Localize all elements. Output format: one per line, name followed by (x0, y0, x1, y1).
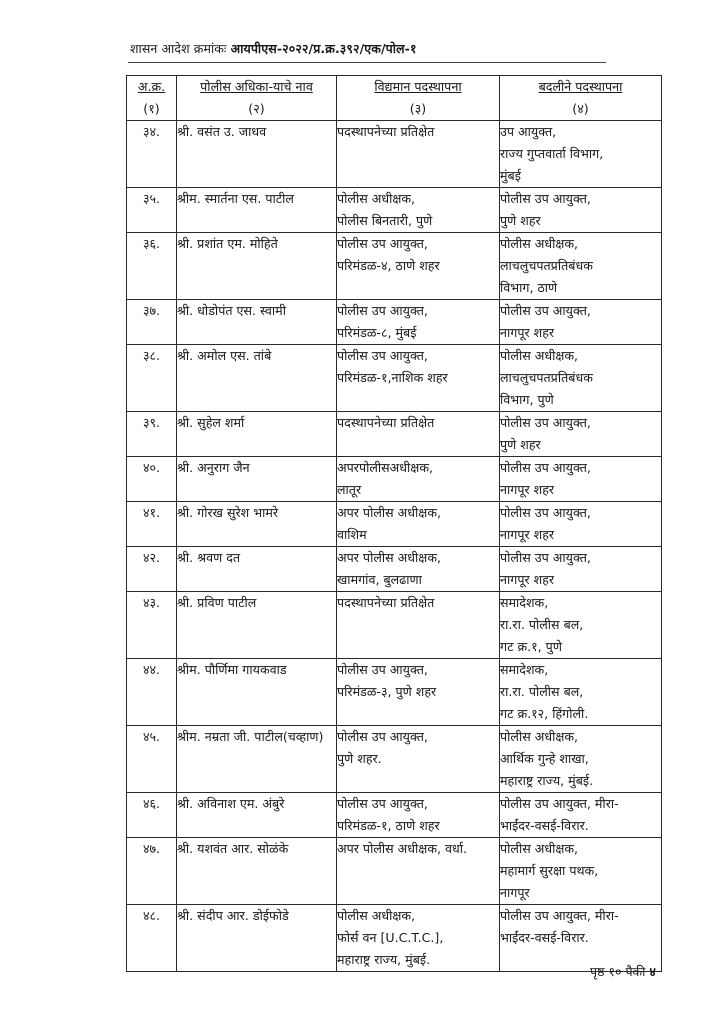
serial-number: ४३. (127, 592, 177, 659)
current-posting-line: पोलीस अधीक्षक, (337, 908, 416, 923)
current-posting-cell (337, 547, 500, 592)
page-number: १० (608, 964, 622, 979)
current-posting-line: पदस्थापनेच्या प्रतिक्षेत (337, 595, 435, 610)
table-row (127, 726, 662, 793)
serial-number: ३७. (127, 300, 177, 345)
table-row (127, 659, 662, 726)
column-header-officer-name: पोलीस अधिका-याचे नाव (२) (177, 76, 337, 121)
current-posting-line: परिमंडळ-१, ठाणे शहर (337, 818, 440, 833)
officer-name-cell (177, 659, 337, 726)
current-posting-line: अपर पोलीस अधीक्षक, वर्धा. (337, 841, 468, 856)
new-posting-line: पोलीस उप आयुक्त, (500, 415, 591, 430)
new-posting-line: पोलीस उप आयुक्त, (500, 550, 591, 565)
new-posting-line: समादेशक, (500, 595, 549, 610)
officer-name-line: (चव्हाण) (282, 729, 324, 744)
current-posting-line: पुणे शहर. (337, 751, 382, 766)
officer-name-cell (177, 502, 337, 547)
current-posting-line: पोलीस उप आयुक्त, (337, 662, 428, 677)
page-total: ४ (649, 964, 656, 979)
page-footer (590, 963, 656, 980)
page-prefix: पृष्ठ (590, 964, 605, 979)
new-posting-line: गट क्र.१२, हिंगोली. (500, 706, 589, 721)
new-posting-line: महामार्ग सुरक्षा पथक, (500, 863, 599, 878)
officer-name-line: श्रीम. स्मार्तना एस. पाटील (177, 191, 294, 206)
officer-name-line: श्रीम. नम्रता जी. पाटील (177, 729, 283, 744)
officer-name-line: श्री. प्रविण पाटील (177, 595, 257, 610)
table-row (127, 188, 662, 233)
new-posting-line: पोलीस अधीक्षक, (500, 841, 579, 856)
officer-name-cell (177, 121, 337, 188)
new-posting-line: विभाग, ठाणे (500, 280, 558, 295)
new-posting-line: विभाग, पुणे (500, 392, 554, 407)
table-row (127, 457, 662, 502)
transfer-table (126, 75, 662, 972)
current-posting-line: पोलीस उप आयुक्त, (337, 729, 428, 744)
current-posting-cell (337, 592, 500, 659)
new-posting-cell (500, 188, 662, 233)
current-posting-line: अपरपोलीसअधीक्षक, (337, 460, 434, 475)
new-posting-line: पोलीस उप आयुक्त, (500, 191, 591, 206)
serial-number: ४४. (127, 659, 177, 726)
table-header-row (127, 76, 662, 121)
header-divider (128, 62, 606, 63)
current-posting-cell (337, 793, 500, 838)
new-posting-line: आर्थिक गुन्हे शाखा, (500, 751, 589, 766)
current-posting-line: परिमंडळ-८, मुंबई (337, 325, 417, 340)
new-posting-line: पोलीस उप आयुक्त, मीरा- (500, 908, 619, 923)
officer-name-line: श्रीम. पौर्णिमा गायकवाड (177, 662, 287, 677)
serial-number: ४५. (127, 726, 177, 793)
new-posting-line: पोलीस उप आयुक्त, (500, 505, 591, 520)
new-posting-cell (500, 457, 662, 502)
document-header (130, 40, 417, 57)
serial-number: ४६. (127, 793, 177, 838)
current-posting-line: फोर्स वन [U.C.T.C.], (337, 930, 444, 945)
officer-name-line: श्री. सुहेल शर्मा (177, 415, 245, 430)
new-posting-line: नागपूर (500, 885, 530, 900)
table-row (127, 793, 662, 838)
current-posting-line: लातूर (337, 482, 362, 497)
officer-name-cell (177, 345, 337, 412)
new-posting-line: पुणे शहर (500, 213, 541, 228)
serial-number: ३८. (127, 345, 177, 412)
current-posting-line: खामगांव, बुलढाणा (337, 572, 422, 587)
current-posting-cell (337, 412, 500, 457)
officer-name-line: श्री. प्रशांत एम. मोहिते (177, 236, 278, 251)
current-posting-line: महाराष्ट्र राज्य, मुंबई. (337, 952, 431, 967)
table-row (127, 502, 662, 547)
new-posting-line: लाचलुचपतप्रतिबंधक (500, 370, 593, 385)
new-posting-line: पुणे शहर (500, 437, 541, 452)
new-posting-line: पोलीस उप आयुक्त, (500, 460, 591, 475)
current-posting-cell (337, 457, 500, 502)
table-row (127, 547, 662, 592)
officer-name-line: श्री. अमोल एस. तांबे (177, 348, 272, 363)
serial-number: ३६. (127, 233, 177, 300)
new-posting-cell (500, 345, 662, 412)
officer-name-cell (177, 793, 337, 838)
serial-number: ४८. (127, 905, 177, 972)
current-posting-cell (337, 838, 500, 905)
page-of: पैकी (625, 964, 646, 979)
officer-name-cell (177, 726, 337, 793)
new-posting-line: नागपूर शहर (500, 482, 555, 497)
new-posting-line: समादेशक, (500, 662, 549, 677)
current-posting-line: पदस्थापनेच्या प्रतिक्षेत (337, 415, 435, 430)
new-posting-line: भाईंदर-वसई-विरार. (500, 818, 589, 833)
current-posting-line: पोलीस बिनतारी, पुणे (337, 213, 433, 228)
officer-name-line: श्री. यशवंत आर. सोळंके (177, 841, 289, 856)
current-posting-line: पोलीस उप आयुक्त, (337, 348, 428, 363)
table-row (127, 233, 662, 300)
serial-number: ३९. (127, 412, 177, 457)
new-posting-cell (500, 659, 662, 726)
new-posting-line: रा.रा. पोलीस बल, (500, 617, 584, 632)
new-posting-cell (500, 793, 662, 838)
officer-name-cell (177, 233, 337, 300)
new-posting-line: लाचलुचपतप्रतिबंधक (500, 258, 593, 273)
new-posting-line: राज्य गुप्तवार्ता विभाग, (500, 146, 604, 161)
current-posting-cell (337, 726, 500, 793)
order-reference: आयपीएस-२०२२/प्र.क्र.३९२/एक/पोल-१ (230, 41, 417, 56)
officer-name-line: श्री. संदीप आर. डोईफोडे (177, 908, 289, 923)
current-posting-line: परिमंडळ-१,नाशिक शहर (337, 370, 448, 385)
new-posting-cell (500, 502, 662, 547)
new-posting-line: पोलीस अधीक्षक, (500, 236, 579, 251)
officer-name-cell (177, 300, 337, 345)
current-posting-line: पदस्थापनेच्या प्रतिक्षेत (337, 124, 435, 139)
new-posting-line: पोलीस अधीक्षक, (500, 729, 579, 744)
officer-name-cell (177, 412, 337, 457)
new-posting-cell (500, 726, 662, 793)
new-posting-cell (500, 233, 662, 300)
new-posting-cell (500, 592, 662, 659)
officer-name-line: श्री. धोडोपंत एस. स्वामी (177, 303, 286, 318)
column-header-serial: अ.क्र. (१) (127, 76, 177, 121)
officer-name-line: श्री. अनुराग जैन (177, 460, 250, 475)
current-posting-line: पोलीस उप आयुक्त, (337, 303, 428, 318)
new-posting-cell (500, 412, 662, 457)
new-posting-cell (500, 300, 662, 345)
current-posting-line: परिमंडळ-४, ठाणे शहर (337, 258, 440, 273)
new-posting-line: उप आयुक्त, (500, 124, 557, 139)
serial-number: ४७. (127, 838, 177, 905)
current-posting-line: वाशिम (337, 527, 367, 542)
officer-name-line: श्री. अविनाश एम. अंबुरे (177, 796, 285, 811)
table-row (127, 345, 662, 412)
new-posting-line: नागपूर शहर (500, 572, 555, 587)
new-posting-line: मुंबई (500, 168, 521, 183)
current-posting-line: पोलीस उप आयुक्त, (337, 236, 428, 251)
current-posting-cell (337, 300, 500, 345)
table-row (127, 121, 662, 188)
table-row (127, 905, 662, 972)
new-posting-cell (500, 905, 662, 972)
officer-name-cell (177, 547, 337, 592)
current-posting-cell (337, 659, 500, 726)
officer-name-line: श्री. गोरख सुरेश भामरे (177, 505, 279, 520)
current-posting-line: अपर पोलीस अधीक्षक, (337, 550, 441, 565)
new-posting-line: पोलीस उप आयुक्त, मीरा- (500, 796, 619, 811)
new-posting-line: पोलीस अधीक्षक, (500, 348, 579, 363)
current-posting-line: पोलीस अधीक्षक, (337, 191, 416, 206)
new-posting-line: रा.रा. पोलीस बल, (500, 684, 584, 699)
officer-name-cell (177, 457, 337, 502)
table-row (127, 300, 662, 345)
current-posting-cell (337, 188, 500, 233)
new-posting-cell (500, 121, 662, 188)
current-posting-cell (337, 121, 500, 188)
table-row (127, 412, 662, 457)
column-header-new-posting: बदलीने पदस्थापना (४) (500, 76, 662, 121)
new-posting-cell (500, 838, 662, 905)
serial-number: ४०. (127, 457, 177, 502)
table-row (127, 838, 662, 905)
current-posting-cell (337, 345, 500, 412)
current-posting-line: अपर पोलीस अधीक्षक, (337, 505, 441, 520)
new-posting-line: नागपूर शहर (500, 527, 555, 542)
officer-name-cell (177, 592, 337, 659)
new-posting-line: गट क्र.१, पुणे (500, 639, 562, 654)
new-posting-line: महाराष्ट्र राज्य, मुंबई. (500, 773, 594, 788)
officer-name-line: श्री. श्रवण दत (177, 550, 241, 565)
serial-number: ४१. (127, 502, 177, 547)
officer-name-cell (177, 838, 337, 905)
new-posting-line: नागपूर शहर (500, 325, 555, 340)
new-posting-cell (500, 547, 662, 592)
order-number-label: शासन आदेश क्रमांकः (130, 41, 227, 56)
new-posting-line: पोलीस उप आयुक्त, (500, 303, 591, 318)
officer-name-cell (177, 188, 337, 233)
column-header-current-posting: विद्यमान पदस्थापना (३) (337, 76, 500, 121)
new-posting-line: भाईंदर-वसई-विरार. (500, 930, 589, 945)
current-posting-cell (337, 233, 500, 300)
serial-number: ३५. (127, 188, 177, 233)
current-posting-line: परिमंडळ-३, पुणे शहर (337, 684, 437, 699)
officer-name-cell (177, 905, 337, 972)
current-posting-cell (337, 905, 500, 972)
current-posting-cell (337, 502, 500, 547)
serial-number: ४२. (127, 547, 177, 592)
current-posting-line: पोलीस उप आयुक्त, (337, 796, 428, 811)
officer-name-line: श्री. वसंत उ. जाधव (177, 124, 267, 139)
serial-number: ३४. (127, 121, 177, 188)
table-row (127, 592, 662, 659)
